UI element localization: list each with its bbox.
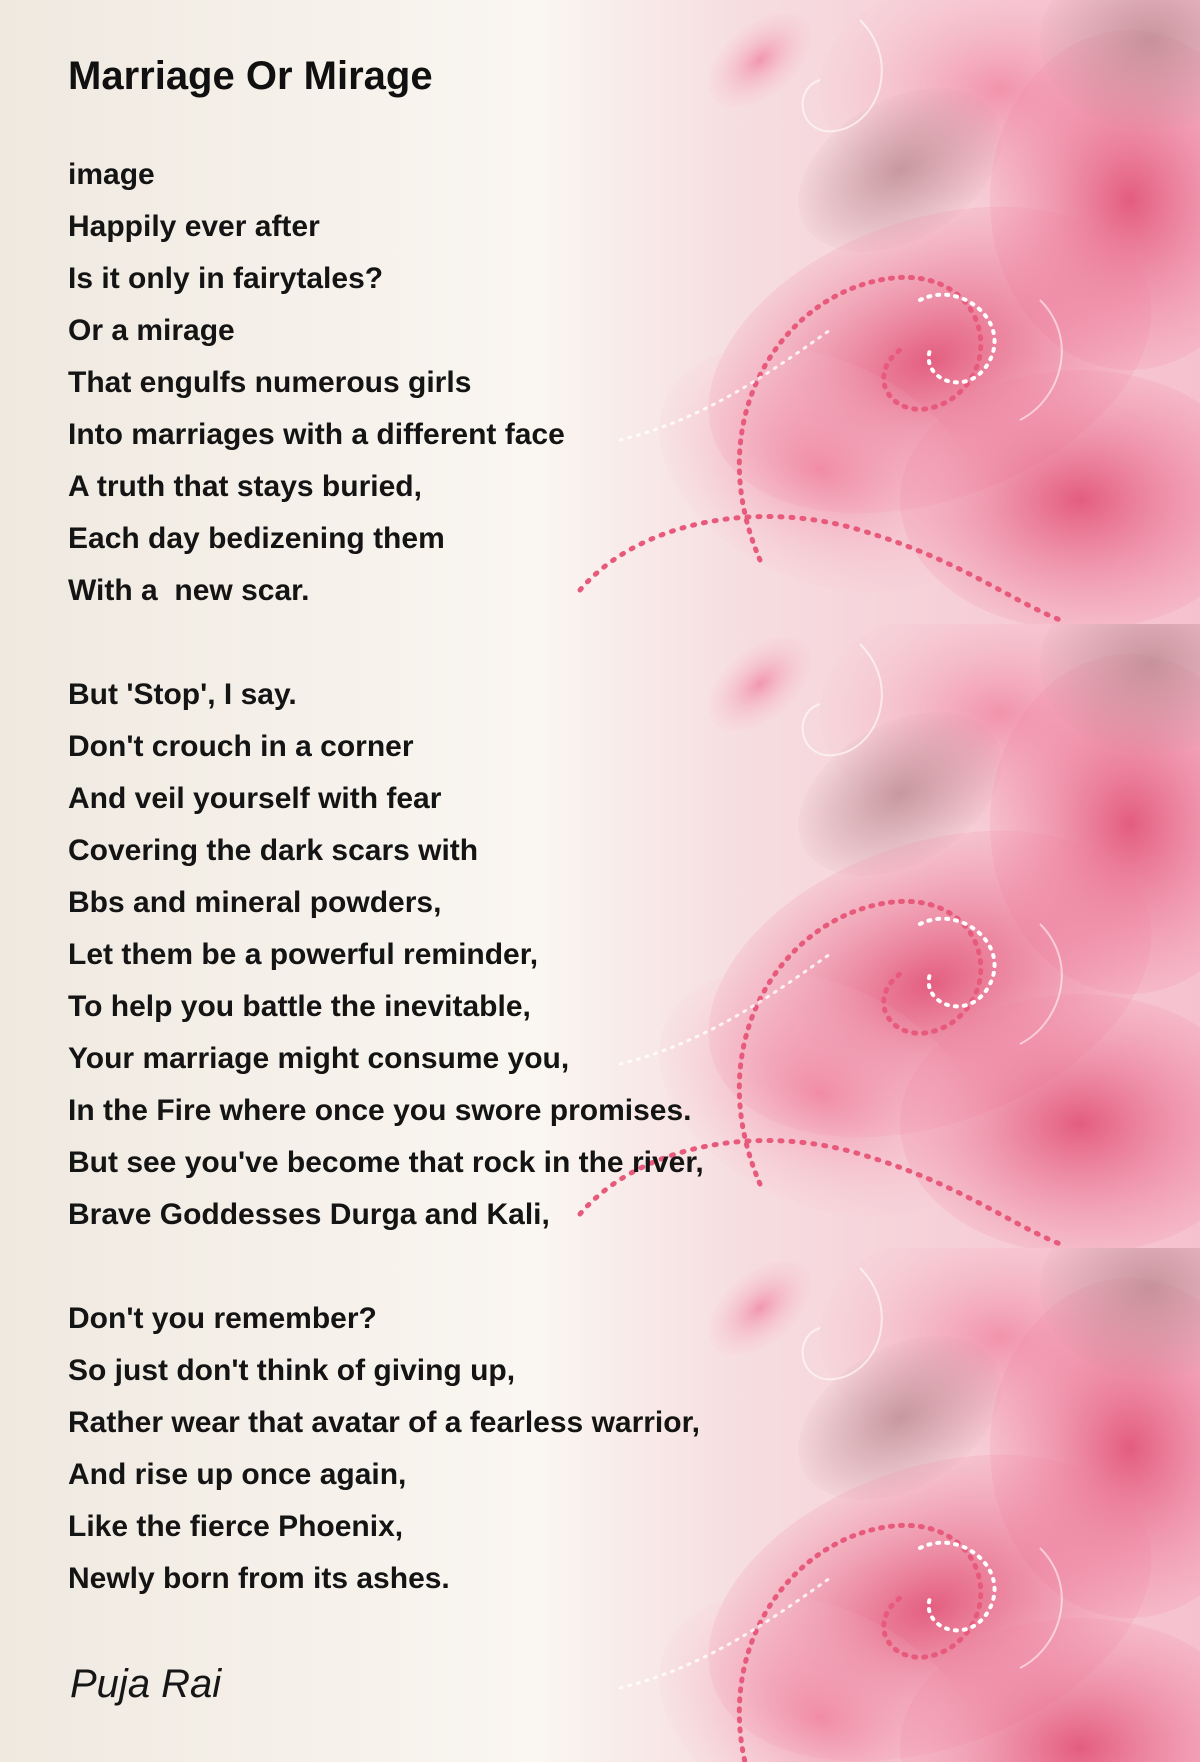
stanza [68, 1293, 700, 1605]
poem-line: A truth that stays buried, [68, 470, 422, 503]
stanza [68, 669, 704, 1241]
poem-line: To help you battle the inevitable, [68, 990, 531, 1023]
poem-line: Newly born from its ashes. [68, 1562, 450, 1595]
poem-line: Don't you remember? [68, 1302, 377, 1335]
poem-line: Into marriages with a different face [68, 418, 565, 451]
poem-line: That engulfs numerous girls [68, 366, 472, 399]
poem-line: Like the fierce Phoenix, [68, 1510, 404, 1543]
poem-line: Bbs and mineral powders, [68, 886, 442, 919]
poem-line: Brave Goddesses Durga and Kali, [68, 1198, 550, 1231]
poem-line: Or a mirage [68, 314, 235, 347]
poem-line: But see you've become that rock in the river, [68, 1146, 704, 1179]
poem-line: And rise up once again, [68, 1458, 407, 1491]
poem-line: image [68, 158, 155, 191]
stanza [68, 149, 565, 617]
poem-line: In the Fire where once you swore promises. [68, 1094, 692, 1127]
poem-line: Is it only in fairytales? [68, 262, 384, 295]
poem-line: Covering the dark scars with [68, 834, 479, 867]
poem-line: Rather wear that avatar of a fearless warrior, [68, 1406, 700, 1439]
poem-line: Your marriage might consume you, [68, 1042, 570, 1075]
poem-line: And veil yourself with fear [68, 782, 442, 815]
poem-line: Happily ever after [68, 210, 320, 243]
poem-line: Each day bedizening them [68, 522, 445, 555]
poem-line: But 'Stop', I say. [68, 678, 297, 711]
poem-title: Marriage Or Mirage [68, 54, 433, 98]
poem-line: Let them be a powerful reminder, [68, 938, 539, 971]
poem-author: Puja Rai [70, 1662, 222, 1706]
poem-line: So just don't think of giving up, [68, 1354, 516, 1387]
poem-line: Don't crouch in a corner [68, 730, 414, 763]
poem-line: With a new scar. [68, 574, 310, 607]
